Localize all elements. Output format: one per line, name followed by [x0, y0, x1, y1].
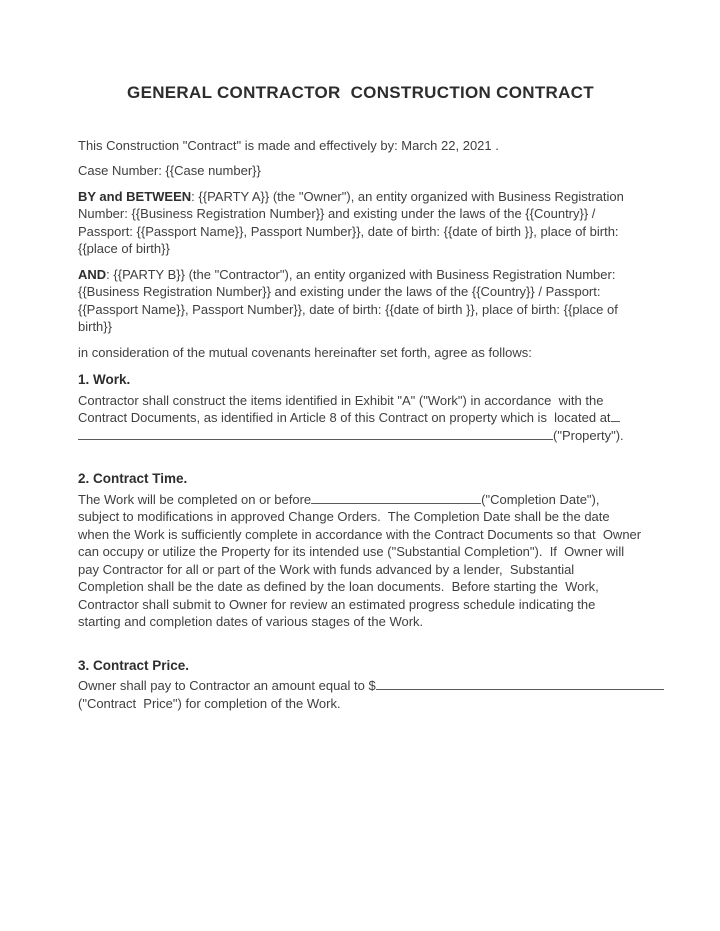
- section-work-body: [78, 392, 643, 427]
- party-b-label: AND: [78, 266, 107, 282]
- contract-price-blank: [376, 677, 664, 690]
- completion-after-text: ("Completion Date"),: [481, 491, 600, 507]
- section-time-heading: 2. Contract Time.: [78, 471, 188, 486]
- completion-before-text: The Work will be completed on or before: [78, 491, 312, 507]
- party-a-text: : {{PARTY A}} (the "Owner"), an entity organized with Business Registration Number: {{Business Registration Number}} and existing under the laws of the {{Country}} / Passport: {{Passport Name}}, Passport Number}}, date of birth: {{date of birth }}, place of birth: {{place of birth}}: [78, 188, 628, 256]
- located-at-blank: [611, 409, 620, 422]
- section-time-body: subject to modifications in approved Change Orders. The Completion Date shall be the date when the Work is sufficiently complete in accordance with the Contract Documents so that Owner can occupy or utilize the Property for its intended use ("Substantial Completion"). If Owner will pay Contractor for all or part of the Work with funds advanced by a lender, Substantial Completion shall be the date as defined by the loan documents. Before starting the Work, Contractor shall submit to Owner for review an estimated progress schedule indicating the starting and completion dates of various stages of the Work.: [78, 509, 645, 629]
- section-work-body-text: Contractor shall construct the items identified in Exhibit "A" ("Work") in accordance with the Contract Documents, as identified in Article 8 of this Contract on property which is located at: [78, 392, 611, 425]
- section-price-heading: 3. Contract Price.: [78, 657, 190, 673]
- section-work-heading: 1. Work.: [78, 372, 131, 387]
- document-title: GENERAL CONTRACTOR CONSTRUCTION CONTRACT: [127, 83, 594, 102]
- party-a-paragraph: [78, 188, 643, 258]
- price-before-text: Owner shall pay to Contractor an amount equal to $: [78, 678, 376, 693]
- consideration-line: in consideration of the mutual covenants hereinafter set forth, agree as follows:: [78, 344, 532, 360]
- party-a-label: BY and BETWEEN: [78, 188, 192, 204]
- completion-date-line: [78, 491, 643, 509]
- property-label: ("Property").: [553, 427, 624, 443]
- contract-price-line: [78, 677, 643, 695]
- case-number-line: Case Number: {{Case number}}: [78, 163, 261, 178]
- price-closing-line: ("Contract Price") for completion of the Work.: [78, 695, 341, 711]
- effective-date-line: This Construction "Contract" is made and effectively by: March 22, 2021 .: [78, 137, 499, 153]
- party-b-text: : {{PARTY B}} (the "Contractor"), an entity organized with Business Registration Number: {{Business Registration Number}} and existing under the laws of the {{Country}} / Passport: {{Passport Name}}, Passport Number}}, date of birth: {{date of birth }}, place of birth: {{place of birth}}: [78, 266, 622, 334]
- completion-date-blank: [311, 491, 481, 504]
- property-blank: [78, 427, 553, 440]
- property-blank-line: [78, 427, 643, 445]
- party-b-paragraph: [78, 266, 643, 336]
